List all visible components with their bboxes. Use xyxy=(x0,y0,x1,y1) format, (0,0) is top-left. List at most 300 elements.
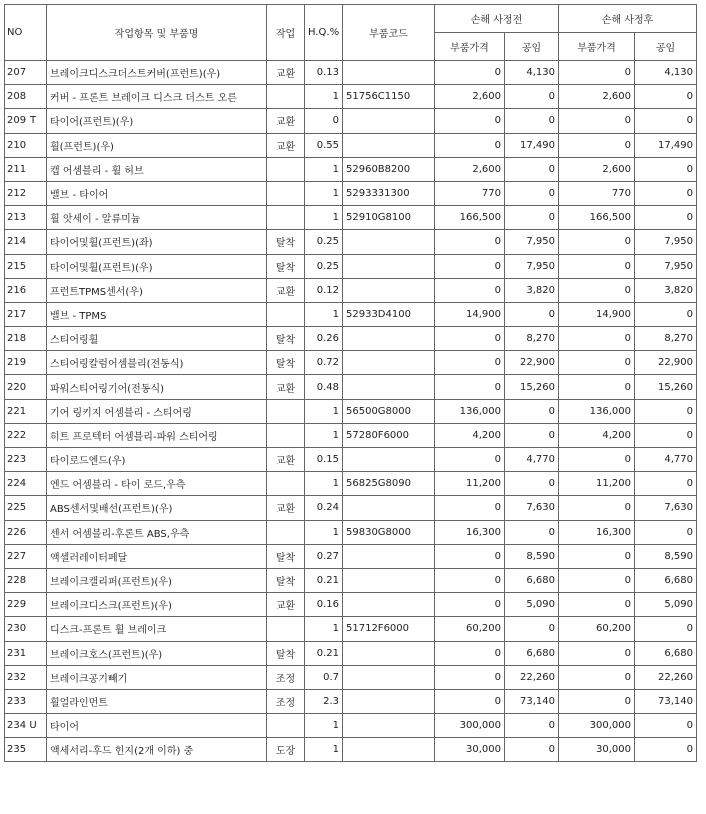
hq-cell: 1 xyxy=(305,157,343,181)
before-part-price-cell: 0 xyxy=(435,544,505,568)
before-labor-cell: 0 xyxy=(505,109,559,133)
hq-cell: 0.12 xyxy=(305,278,343,302)
hq-cell: 0.55 xyxy=(305,133,343,157)
before-labor-cell: 4,130 xyxy=(505,61,559,85)
row-no-cell xyxy=(5,85,47,109)
table-body xyxy=(5,61,697,762)
table-row xyxy=(5,206,697,230)
after-part-price-cell: 166,500 xyxy=(559,206,635,230)
after-labor-cell: 0 xyxy=(635,472,697,496)
row-number: 220 xyxy=(7,381,27,393)
part-code-cell: 57280F6000 xyxy=(343,423,435,447)
row-number: 219 xyxy=(7,357,27,369)
work-type-cell: 조정 xyxy=(267,689,305,713)
before-part-price-cell: 0 xyxy=(435,230,505,254)
part-code-cell xyxy=(343,448,435,472)
table-row xyxy=(5,254,697,278)
row-no-cell xyxy=(5,375,47,399)
part-code-cell: 56825G8090 xyxy=(343,472,435,496)
after-labor-cell: 4,130 xyxy=(635,61,697,85)
row-no-cell xyxy=(5,617,47,641)
after-part-price-cell: 0 xyxy=(559,568,635,592)
row-number: 217 xyxy=(7,308,27,320)
row-number: 216 xyxy=(7,284,27,296)
before-part-price-cell: 0 xyxy=(435,448,505,472)
hq-cell: 1 xyxy=(305,738,343,762)
hq-cell: 1 xyxy=(305,206,343,230)
row-number: 235 xyxy=(7,744,27,756)
hq-cell: 1 xyxy=(305,520,343,544)
row-number: 208 xyxy=(7,91,27,103)
before-part-price-cell: 2,600 xyxy=(435,85,505,109)
hq-cell: 0.16 xyxy=(305,593,343,617)
row-no-cell xyxy=(5,133,47,157)
row-number: 210 xyxy=(7,139,27,151)
before-labor-cell: 0 xyxy=(505,617,559,641)
row-no-cell xyxy=(5,593,47,617)
row-number: 214 xyxy=(7,236,27,248)
after-part-price-cell: 0 xyxy=(559,278,635,302)
item-name-cell: 브레이크디스크(프런트)(우) xyxy=(47,593,267,617)
table-row xyxy=(5,278,697,302)
work-type-cell xyxy=(267,206,305,230)
before-part-price-cell: 60,200 xyxy=(435,617,505,641)
before-labor-cell: 0 xyxy=(505,302,559,326)
after-part-price-cell: 0 xyxy=(559,327,635,351)
table-row xyxy=(5,544,697,568)
row-number: 223 xyxy=(7,454,27,466)
table-row xyxy=(5,109,697,133)
before-labor-cell: 0 xyxy=(505,520,559,544)
row-no-cell xyxy=(5,327,47,351)
part-code-cell xyxy=(343,714,435,738)
header-work: 작업 xyxy=(267,5,305,61)
before-labor-cell: 17,490 xyxy=(505,133,559,157)
part-code-cell xyxy=(343,689,435,713)
item-name-cell: 타이어 xyxy=(47,714,267,738)
header-after-part-price: 부품가격 xyxy=(559,33,635,61)
after-part-price-cell: 300,000 xyxy=(559,714,635,738)
work-type-cell: 탈착 xyxy=(267,327,305,351)
part-code-cell: 52933D4100 xyxy=(343,302,435,326)
before-labor-cell: 0 xyxy=(505,738,559,762)
before-labor-cell: 0 xyxy=(505,423,559,447)
table-row xyxy=(5,133,697,157)
table-row xyxy=(5,302,697,326)
after-part-price-cell: 0 xyxy=(559,496,635,520)
item-name-cell: 액셀러레이터페달 xyxy=(47,544,267,568)
row-flag: U xyxy=(29,720,37,732)
after-labor-cell: 0 xyxy=(635,738,697,762)
after-labor-cell: 0 xyxy=(635,181,697,205)
before-part-price-cell: 0 xyxy=(435,641,505,665)
work-type-cell: 교환 xyxy=(267,278,305,302)
before-part-price-cell: 0 xyxy=(435,109,505,133)
hq-cell: 0.15 xyxy=(305,448,343,472)
row-number: 207 xyxy=(7,67,27,79)
table-row xyxy=(5,375,697,399)
after-part-price-cell: 0 xyxy=(559,133,635,157)
before-labor-cell: 73,140 xyxy=(505,689,559,713)
row-no-cell xyxy=(5,738,47,762)
after-labor-cell: 0 xyxy=(635,109,697,133)
item-name-cell: ABS센서및배선(프런트)(우) xyxy=(47,496,267,520)
work-type-cell xyxy=(267,472,305,496)
row-number: 233 xyxy=(7,695,27,707)
row-number: 213 xyxy=(7,212,27,224)
work-type-cell: 탈착 xyxy=(267,254,305,278)
part-code-cell xyxy=(343,375,435,399)
item-name-cell: 센서 어셈블리-후론트 ABS,우측 xyxy=(47,520,267,544)
row-number: 226 xyxy=(7,526,27,538)
work-type-cell: 탈착 xyxy=(267,230,305,254)
row-no-cell xyxy=(5,254,47,278)
row-no-cell xyxy=(5,109,47,133)
after-part-price-cell: 2,600 xyxy=(559,85,635,109)
after-part-price-cell: 0 xyxy=(559,351,635,375)
table-header xyxy=(5,5,697,61)
before-part-price-cell: 770 xyxy=(435,181,505,205)
work-type-cell xyxy=(267,181,305,205)
table-row xyxy=(5,181,697,205)
row-number: 221 xyxy=(7,405,27,417)
table-row xyxy=(5,617,697,641)
hq-cell: 0.24 xyxy=(305,496,343,520)
item-name-cell: 기어 링키지 어셈블리 - 스티어링 xyxy=(47,399,267,423)
item-name-cell: 스티어링칼럼어셈블리(전동식) xyxy=(47,351,267,375)
hq-cell: 1 xyxy=(305,302,343,326)
after-labor-cell: 22,900 xyxy=(635,351,697,375)
before-labor-cell: 0 xyxy=(505,85,559,109)
work-type-cell xyxy=(267,399,305,423)
header-before-part-price: 부품가격 xyxy=(435,33,505,61)
work-type-cell: 교환 xyxy=(267,593,305,617)
work-type-cell xyxy=(267,617,305,641)
part-code-cell xyxy=(343,665,435,689)
table-row xyxy=(5,61,697,85)
row-no-cell xyxy=(5,472,47,496)
table-row xyxy=(5,568,697,592)
before-part-price-cell: 0 xyxy=(435,278,505,302)
before-part-price-cell: 30,000 xyxy=(435,738,505,762)
row-no-cell xyxy=(5,568,47,592)
after-part-price-cell: 0 xyxy=(559,641,635,665)
header-hq: H.Q.% xyxy=(305,5,343,61)
hq-cell: 0.72 xyxy=(305,351,343,375)
item-name-cell: 캡 어셈블리 - 휠 허브 xyxy=(47,157,267,181)
row-number: 215 xyxy=(7,260,27,272)
table-row xyxy=(5,327,697,351)
after-part-price-cell: 0 xyxy=(559,593,635,617)
after-labor-cell: 8,590 xyxy=(635,544,697,568)
table-row xyxy=(5,85,697,109)
before-part-price-cell: 16,300 xyxy=(435,520,505,544)
row-no-cell xyxy=(5,230,47,254)
row-number: 230 xyxy=(7,623,27,635)
before-labor-cell: 22,260 xyxy=(505,665,559,689)
header-after-labor: 공임 xyxy=(635,33,697,61)
after-part-price-cell: 0 xyxy=(559,544,635,568)
table-row xyxy=(5,496,697,520)
item-name-cell: 엔드 어셈블리 - 타이 로드,우측 xyxy=(47,472,267,496)
table-row xyxy=(5,472,697,496)
after-part-price-cell: 16,300 xyxy=(559,520,635,544)
row-no-cell xyxy=(5,157,47,181)
after-labor-cell: 4,770 xyxy=(635,448,697,472)
hq-cell: 0 xyxy=(305,109,343,133)
before-labor-cell: 0 xyxy=(505,714,559,738)
hq-cell: 1 xyxy=(305,714,343,738)
work-type-cell xyxy=(267,520,305,544)
row-no-cell xyxy=(5,206,47,230)
after-part-price-cell: 0 xyxy=(559,375,635,399)
item-name-cell: 브레이크디스크더스트커버(프런트)(우) xyxy=(47,61,267,85)
after-part-price-cell: 60,200 xyxy=(559,617,635,641)
part-code-cell: 59830G8000 xyxy=(343,520,435,544)
row-no-cell xyxy=(5,689,47,713)
after-labor-cell: 0 xyxy=(635,157,697,181)
before-part-price-cell: 0 xyxy=(435,568,505,592)
item-name-cell: 밸브 - 타이어 xyxy=(47,181,267,205)
part-code-cell xyxy=(343,568,435,592)
after-labor-cell: 7,950 xyxy=(635,254,697,278)
before-labor-cell: 0 xyxy=(505,181,559,205)
part-code-cell: 52910G8100 xyxy=(343,206,435,230)
hq-cell: 1 xyxy=(305,423,343,447)
row-no-cell xyxy=(5,448,47,472)
row-number: 228 xyxy=(7,575,27,587)
before-labor-cell: 8,590 xyxy=(505,544,559,568)
item-name-cell: 액세서리-후드 힌지(2개 이하) 중 xyxy=(47,738,267,762)
after-labor-cell: 7,630 xyxy=(635,496,697,520)
table-row xyxy=(5,230,697,254)
row-no-cell xyxy=(5,544,47,568)
before-labor-cell: 0 xyxy=(505,206,559,230)
item-name-cell: 타이어및휠(프런트)(좌) xyxy=(47,230,267,254)
part-code-cell xyxy=(343,61,435,85)
after-part-price-cell: 136,000 xyxy=(559,399,635,423)
after-labor-cell: 0 xyxy=(635,714,697,738)
item-name-cell: 타이어(프런트)(우) xyxy=(47,109,267,133)
row-no-cell xyxy=(5,665,47,689)
hq-cell: 1 xyxy=(305,472,343,496)
header-item-name: 작업항목 및 부품명 xyxy=(47,5,267,61)
work-type-cell: 교환 xyxy=(267,133,305,157)
hq-cell: 2.3 xyxy=(305,689,343,713)
work-type-cell: 교환 xyxy=(267,61,305,85)
row-no-cell xyxy=(5,278,47,302)
work-type-cell: 교환 xyxy=(267,448,305,472)
row-number: 209 xyxy=(7,115,27,127)
table-row xyxy=(5,448,697,472)
item-name-cell: 타이어및휠(프런트)(우) xyxy=(47,254,267,278)
after-labor-cell: 0 xyxy=(635,206,697,230)
row-no-cell xyxy=(5,61,47,85)
row-number: 225 xyxy=(7,502,27,514)
before-part-price-cell: 0 xyxy=(435,133,505,157)
part-code-cell xyxy=(343,254,435,278)
part-code-cell xyxy=(343,351,435,375)
part-code-cell xyxy=(343,230,435,254)
before-part-price-cell: 11,200 xyxy=(435,472,505,496)
before-part-price-cell: 0 xyxy=(435,375,505,399)
row-no-cell xyxy=(5,351,47,375)
work-type-cell: 교환 xyxy=(267,375,305,399)
header-before-adjustment: 손해 사정전 xyxy=(435,5,559,33)
after-labor-cell: 6,680 xyxy=(635,568,697,592)
item-name-cell: 타이로드엔드(우) xyxy=(47,448,267,472)
work-type-cell: 조정 xyxy=(267,665,305,689)
hq-cell: 0.48 xyxy=(305,375,343,399)
item-name-cell: 휠 앗세이 - 알류미늄 xyxy=(47,206,267,230)
part-code-cell: 52960B8200 xyxy=(343,157,435,181)
before-part-price-cell: 0 xyxy=(435,351,505,375)
before-labor-cell: 0 xyxy=(505,157,559,181)
before-part-price-cell: 300,000 xyxy=(435,714,505,738)
row-no-cell xyxy=(5,423,47,447)
before-labor-cell: 6,680 xyxy=(505,568,559,592)
after-part-price-cell: 0 xyxy=(559,689,635,713)
work-type-cell: 탈착 xyxy=(267,351,305,375)
work-type-cell: 도장 xyxy=(267,738,305,762)
before-part-price-cell: 0 xyxy=(435,689,505,713)
row-number: 229 xyxy=(7,599,27,611)
work-type-cell xyxy=(267,714,305,738)
before-labor-cell: 3,820 xyxy=(505,278,559,302)
after-labor-cell: 5,090 xyxy=(635,593,697,617)
row-number: 224 xyxy=(7,478,27,490)
work-type-cell: 교환 xyxy=(267,109,305,133)
part-code-cell: 56500G8000 xyxy=(343,399,435,423)
row-number: 232 xyxy=(7,671,27,683)
after-labor-cell: 0 xyxy=(635,520,697,544)
before-labor-cell: 6,680 xyxy=(505,641,559,665)
after-part-price-cell: 0 xyxy=(559,448,635,472)
row-number: 218 xyxy=(7,333,27,345)
before-labor-cell: 5,090 xyxy=(505,593,559,617)
item-name-cell: 휠(프런트)(우) xyxy=(47,133,267,157)
table-row xyxy=(5,665,697,689)
part-code-cell: 5293331300 xyxy=(343,181,435,205)
table-row xyxy=(5,157,697,181)
table-row xyxy=(5,738,697,762)
after-labor-cell: 0 xyxy=(635,85,697,109)
part-code-cell xyxy=(343,738,435,762)
part-code-cell xyxy=(343,327,435,351)
header-no: NO xyxy=(5,5,47,61)
after-part-price-cell: 2,600 xyxy=(559,157,635,181)
row-no-cell xyxy=(5,714,47,738)
before-part-price-cell: 4,200 xyxy=(435,423,505,447)
work-type-cell: 교환 xyxy=(267,496,305,520)
item-name-cell: 파워스티어링기어(전동식) xyxy=(47,375,267,399)
hq-cell: 1 xyxy=(305,85,343,109)
before-labor-cell: 7,630 xyxy=(505,496,559,520)
hq-cell: 0.25 xyxy=(305,230,343,254)
after-part-price-cell: 0 xyxy=(559,665,635,689)
row-number: 211 xyxy=(7,163,27,175)
header-part-code: 부품코드 xyxy=(343,5,435,61)
before-labor-cell: 15,260 xyxy=(505,375,559,399)
hq-cell: 1 xyxy=(305,181,343,205)
row-number: 231 xyxy=(7,647,27,659)
row-number: 234 xyxy=(7,720,27,732)
estimate-table xyxy=(4,4,697,762)
after-part-price-cell: 30,000 xyxy=(559,738,635,762)
after-part-price-cell: 0 xyxy=(559,109,635,133)
work-type-cell xyxy=(267,423,305,447)
table-row xyxy=(5,399,697,423)
hq-cell: 0.26 xyxy=(305,327,343,351)
part-code-cell xyxy=(343,133,435,157)
after-labor-cell: 17,490 xyxy=(635,133,697,157)
hq-cell: 1 xyxy=(305,399,343,423)
row-flag: T xyxy=(30,115,37,127)
row-no-cell xyxy=(5,399,47,423)
before-labor-cell: 4,770 xyxy=(505,448,559,472)
hq-cell: 0.21 xyxy=(305,568,343,592)
before-part-price-cell: 2,600 xyxy=(435,157,505,181)
part-code-cell xyxy=(343,109,435,133)
before-part-price-cell: 0 xyxy=(435,327,505,351)
item-name-cell: 히트 프로텍터 어셈블리-파워 스티어링 xyxy=(47,423,267,447)
before-part-price-cell: 14,900 xyxy=(435,302,505,326)
after-part-price-cell: 770 xyxy=(559,181,635,205)
after-part-price-cell: 14,900 xyxy=(559,302,635,326)
before-part-price-cell: 166,500 xyxy=(435,206,505,230)
after-part-price-cell: 0 xyxy=(559,61,635,85)
before-labor-cell: 7,950 xyxy=(505,230,559,254)
after-labor-cell: 73,140 xyxy=(635,689,697,713)
table-row xyxy=(5,593,697,617)
table-row xyxy=(5,689,697,713)
hq-cell: 0.27 xyxy=(305,544,343,568)
before-part-price-cell: 0 xyxy=(435,496,505,520)
item-name-cell: 밸브 - TPMS xyxy=(47,302,267,326)
estimate-sheet xyxy=(4,4,696,762)
item-name-cell: 브레이크호스(프런트)(우) xyxy=(47,641,267,665)
before-labor-cell: 8,270 xyxy=(505,327,559,351)
after-labor-cell: 3,820 xyxy=(635,278,697,302)
hq-cell: 0.7 xyxy=(305,665,343,689)
part-code-cell xyxy=(343,278,435,302)
hq-cell: 1 xyxy=(305,617,343,641)
work-type-cell: 탈착 xyxy=(267,544,305,568)
table-row xyxy=(5,714,697,738)
item-name-cell: 브레이크공기빼기 xyxy=(47,665,267,689)
after-part-price-cell: 0 xyxy=(559,254,635,278)
after-part-price-cell: 11,200 xyxy=(559,472,635,496)
part-code-cell xyxy=(343,544,435,568)
work-type-cell: 탈착 xyxy=(267,568,305,592)
before-labor-cell: 7,950 xyxy=(505,254,559,278)
after-part-price-cell: 4,200 xyxy=(559,423,635,447)
header-after-adjustment: 손해 사정후 xyxy=(559,5,697,33)
row-number: 227 xyxy=(7,550,27,562)
hq-cell: 0.21 xyxy=(305,641,343,665)
work-type-cell xyxy=(267,85,305,109)
work-type-cell xyxy=(267,157,305,181)
work-type-cell: 탈착 xyxy=(267,641,305,665)
table-row xyxy=(5,520,697,544)
table-row xyxy=(5,423,697,447)
table-row xyxy=(5,641,697,665)
after-labor-cell: 0 xyxy=(635,302,697,326)
work-type-cell xyxy=(267,302,305,326)
before-labor-cell: 0 xyxy=(505,472,559,496)
after-labor-cell: 0 xyxy=(635,617,697,641)
before-part-price-cell: 0 xyxy=(435,61,505,85)
